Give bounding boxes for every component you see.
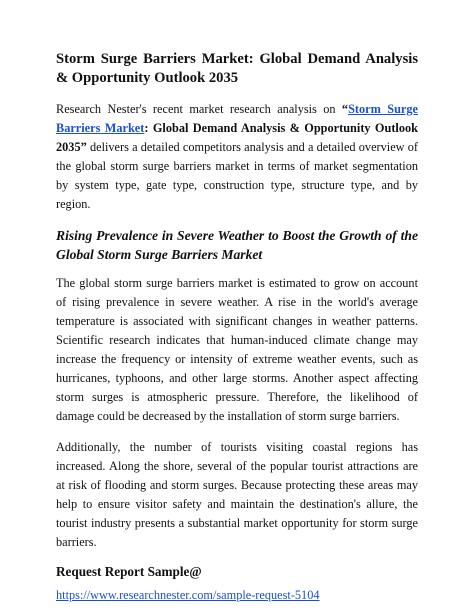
- market-report-link[interactable]: Storm Surge Barriers Market: [56, 102, 418, 135]
- intro-rest-text: delivers a detailed competitors analysis and a detailed overview of the global storm surge barriers market in terms of market segmentation by system type, gate type, construction type, structure type, and by region.: [56, 140, 418, 211]
- sample-request-link[interactable]: https://www.researchnester.com/sample-request-5104: [56, 588, 320, 602]
- request-sample-heading: Request Report Sample@: [56, 564, 202, 579]
- section-subheading: Rising Prevalence in Severe Weather to Boost the Growth of the Global Storm Surge Barriers Market: [56, 228, 418, 262]
- body-paragraph-1: The global storm surge barriers market is estimated to grow on account of rising prevalence in severe weather. A rise in the world's average temperature is associated with significant changes in weather patterns. Scientific research indicates that human-induced climate change may increase the frequency or intensity of extreme weather events, such as hurricanes, typhoons, and other large storms. Another aspect affecting storm surges is atmospheric pressure. Therefore, the likelihood of damage could be decreased by the installation of storm surge barriers.: [56, 276, 418, 423]
- document-title: Storm Surge Barriers Market: Global Demand Analysis & Opportunity Outlook 2035: [56, 51, 418, 86]
- body-paragraph-2: Additionally, the number of tourists visiting coastal regions has increased. Along the shore, several of the popular tourist attractions are at risk of flooding and storm surges. Because protecting these areas may help to ensure visitor safety and maintain the destination's allure, the tourist industry presents a substantial market opportunity for storm surge barriers.: [56, 440, 418, 549]
- intro-report-title-tail: : Global Demand Analysis & Opportunity Outlook 2035”: [56, 121, 418, 154]
- intro-lead-text: Research Nester's recent market research analysis on: [56, 102, 342, 116]
- intro-open-quote: “: [341, 102, 349, 116]
- intro-paragraph: [56, 100, 418, 214]
